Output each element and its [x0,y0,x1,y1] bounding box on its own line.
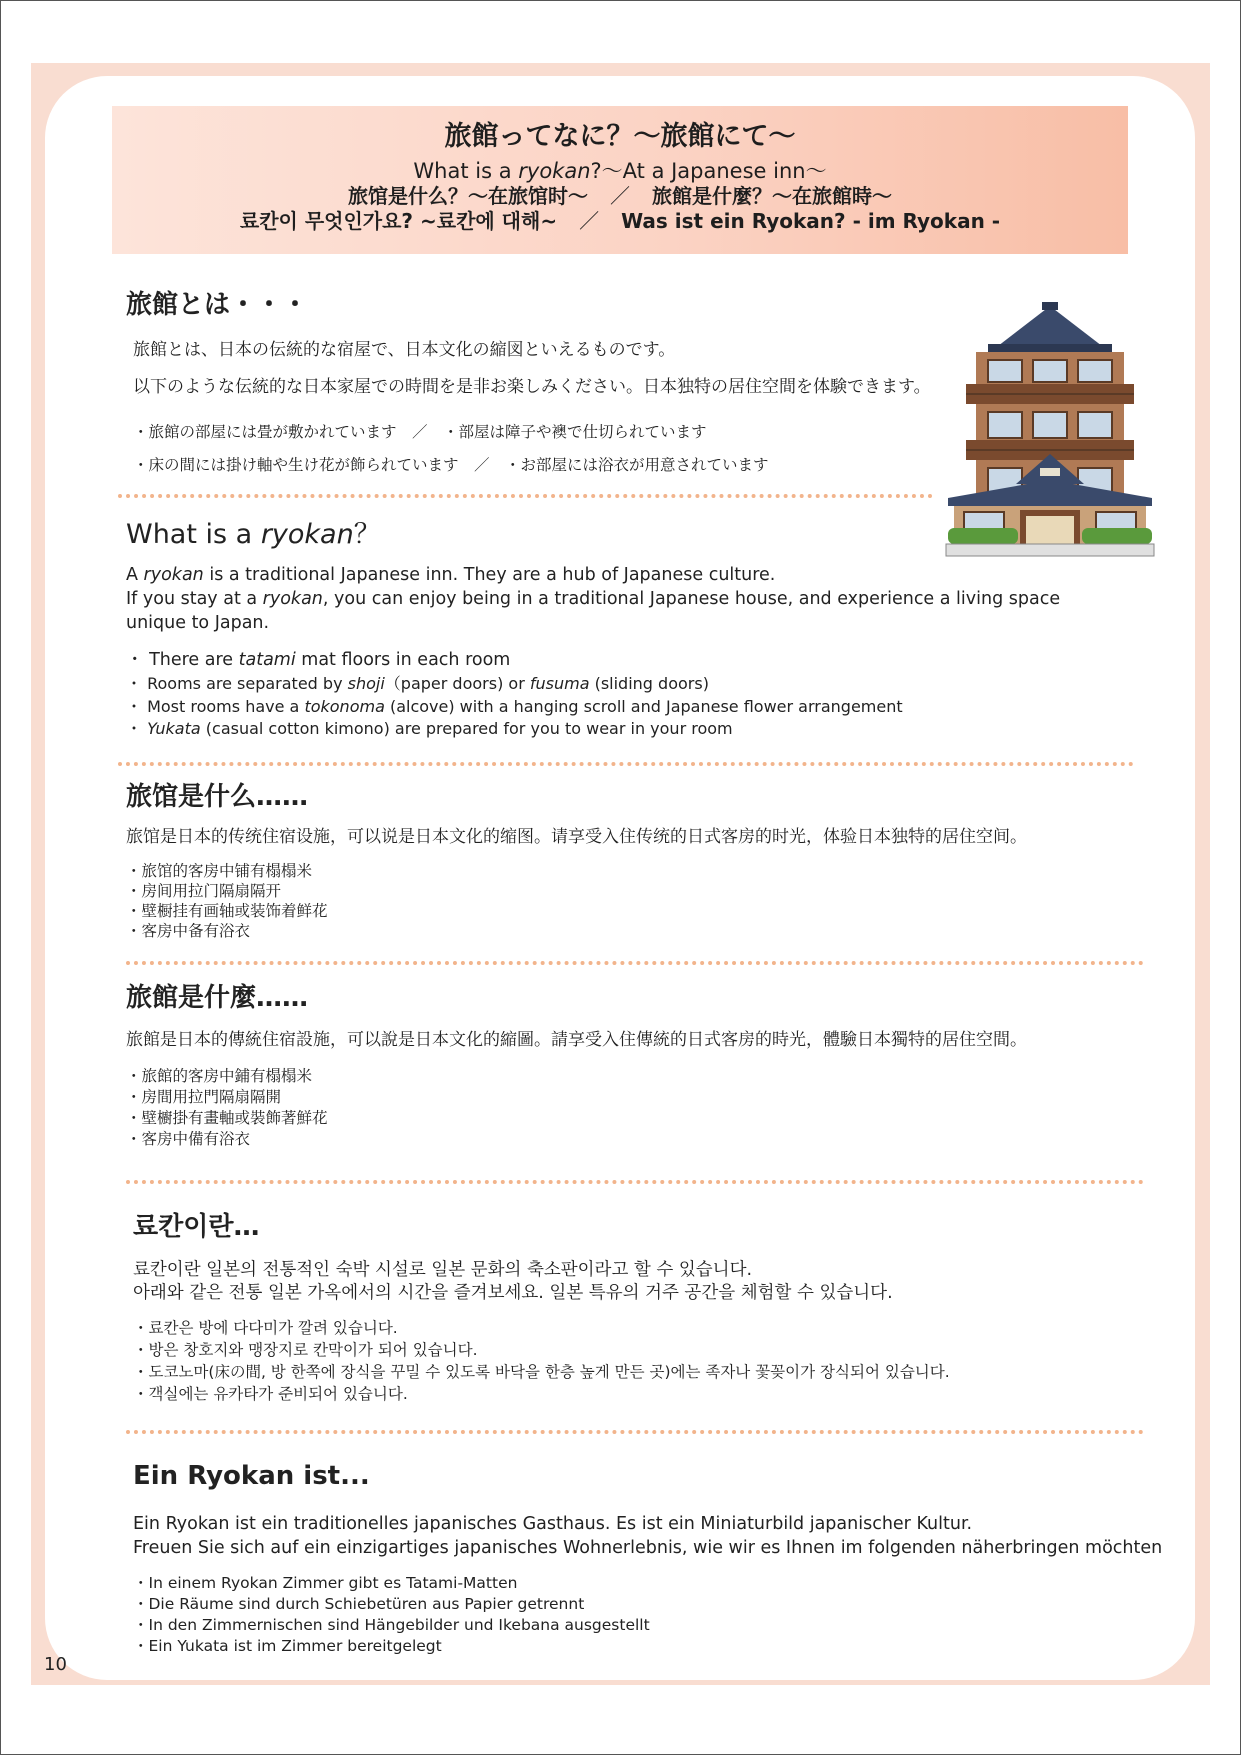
chinese-traditional-bullet: ・房間用拉門隔扇隔開 [126,1088,282,1106]
japanese-bullet-1: ・旅館の部屋には畳が敷かれています ／ ・部屋は障子や襖で仕切られています [133,423,707,441]
german-bullet: ・In einem Ryokan Zimmer gibt es Tatami-Matten [133,1574,518,1592]
korean-bullet: ・방은 창호지와 맹장지로 칸막이가 되어 있습니다. [133,1341,478,1359]
korean-heading: 료칸이란… [133,1212,260,1242]
english-heading: What is a ryokan？ [126,519,381,550]
divider [126,1430,1144,1434]
chinese-simplified-bullet: ・房间用拉门隔扇隔开 [126,882,282,900]
page-number: 10 [44,1654,67,1675]
divider [118,762,1134,766]
title-korean-german [112,209,1128,234]
chinese-simplified-bullet: ・壁橱挂有画轴或装饰着鲜花 [126,902,328,920]
chinese-simplified-bullet: ・旅馆的客房中铺有榻榻米 [126,862,313,880]
german-heading: Ein Ryokan ist... [133,1461,370,1491]
german-line-2: Freuen Sie sich auf ein einzigartiges japanisches Wohnerlebnis, wie wir es Ihnen im folgenden näherbringen möchten [133,1538,1163,1558]
english-bullet-3: ・ Most rooms have a tokonoma (alcove) with a hanging scroll and Japanese flower arrangement [126,697,903,716]
title-japanese: 旅館ってなに？～旅館にて～ [444,121,796,152]
title-english: What is a ryokan?～At a Japanese inn～ [413,159,827,183]
chinese-traditional-bullet: ・旅館的客房中鋪有榻榻米 [126,1067,313,1085]
title-chinese [112,184,1128,209]
divider [118,494,933,498]
chinese-traditional-paragraph: 旅館是日本的傳統住宿設施，可以說是日本文化的縮圖。請享受入住傳統的日式客房的時光，體驗日本獨特的居住空間。 [126,1030,1027,1050]
title-banner [112,106,1128,254]
japanese-line-2: 以下のような伝統的な日本家屋での時間を是非お楽しみください。日本独特の居住空間を体験できます。 [133,377,931,397]
title-chinese-simplified: 旅馆是什么？～在旅馆时～ [348,184,588,208]
german-bullet: ・Die Räume sind durch Schiebetüren aus Papier getrennt [133,1595,585,1613]
chinese-traditional-bullet: ・客房中備有浴衣 [126,1130,251,1148]
english-line-2: If you stay at a ryokan, you can enjoy being in a traditional Japanese house, and experience a living space [126,589,1061,609]
korean-line-1: 료칸이란 일본의 전통적인 숙박 시설로 일본 문화의 축소판이라고 할 수 있습니다. [133,1260,753,1280]
chinese-traditional-bullet: ・壁櫥掛有畫軸或裝飾著鮮花 [126,1109,328,1127]
chinese-simplified-bullet: ・客房中备有浴衣 [126,922,251,940]
english-bullet-4: ・ Yukata (casual cotton kimono) are prepared for you to wear in your room [126,719,733,738]
title-separator: ／ [579,209,600,233]
divider [126,1180,1144,1184]
german-line-1: Ein Ryokan ist ein traditionelles japanisches Gasthaus. Es ist ein Miniaturbild japanischer Kultur. [133,1514,973,1534]
title-german: Was ist ein Ryokan? - im Ryokan - [621,209,1001,233]
english-bullet-2: ・ Rooms are separated by shoji（paper doors) or fusuma (sliding doors) [126,674,709,693]
korean-bullet: ・도코노마(床の間, 방 한쪽에 장식을 꾸밀 수 있도록 바닥을 한층 높게 만든 곳)에는 족자나 꽃꽂이가 장식되어 있습니다. [133,1363,950,1381]
korean-bullet: ・료칸은 방에 다다미가 깔려 있습니다. [133,1319,398,1337]
german-bullet: ・In den Zimmernischen sind Hängebilder und Ikebana ausgestellt [133,1616,650,1634]
title-chinese-traditional: 旅館是什麼？～在旅館時～ [652,184,892,208]
divider [126,961,1144,965]
korean-bullet: ・객실에는 유카타가 준비되어 있습니다. [133,1385,408,1403]
title-korean: 료칸이 무엇인가요? ~료칸에 대해~ [239,209,558,233]
chinese-traditional-heading: 旅館是什麼…… [126,983,309,1013]
korean-line-2: 아래와 같은 전통 일본 가옥에서의 시간을 즐겨보세요. 일본 특유의 거주 공간을 체험할 수 있습니다. [133,1283,893,1303]
chinese-simplified-heading: 旅馆是什么…… [126,782,309,812]
english-bullet-1: ・ There are tatami mat floors in each room [126,650,511,670]
ryokan-building-icon [928,302,1172,562]
title-separator: ／ [610,184,630,208]
german-bullet: ・Ein Yukata ist im Zimmer bereitgelegt [133,1637,442,1655]
japanese-heading: 旅館とは・・・ [126,290,309,320]
english-line-1: A ryokan is a traditional Japanese inn. They are a hub of Japanese culture. [126,565,776,585]
japanese-bullet-2: ・床の間には掛け軸や生け花が飾られています ／ ・お部屋には浴衣が用意されています [133,456,769,474]
english-line-3: unique to Japan. [126,613,270,633]
chinese-simplified-paragraph: 旅馆是日本的传统住宿设施，可以说是日本文化的缩图。请享受入住传统的日式客房的时光，体验日本独特的居住空间。 [126,827,1027,847]
japanese-line-1: 旅館とは、日本の伝統的な宿屋で、日本文化の縮図といえるものです。 [133,340,676,360]
